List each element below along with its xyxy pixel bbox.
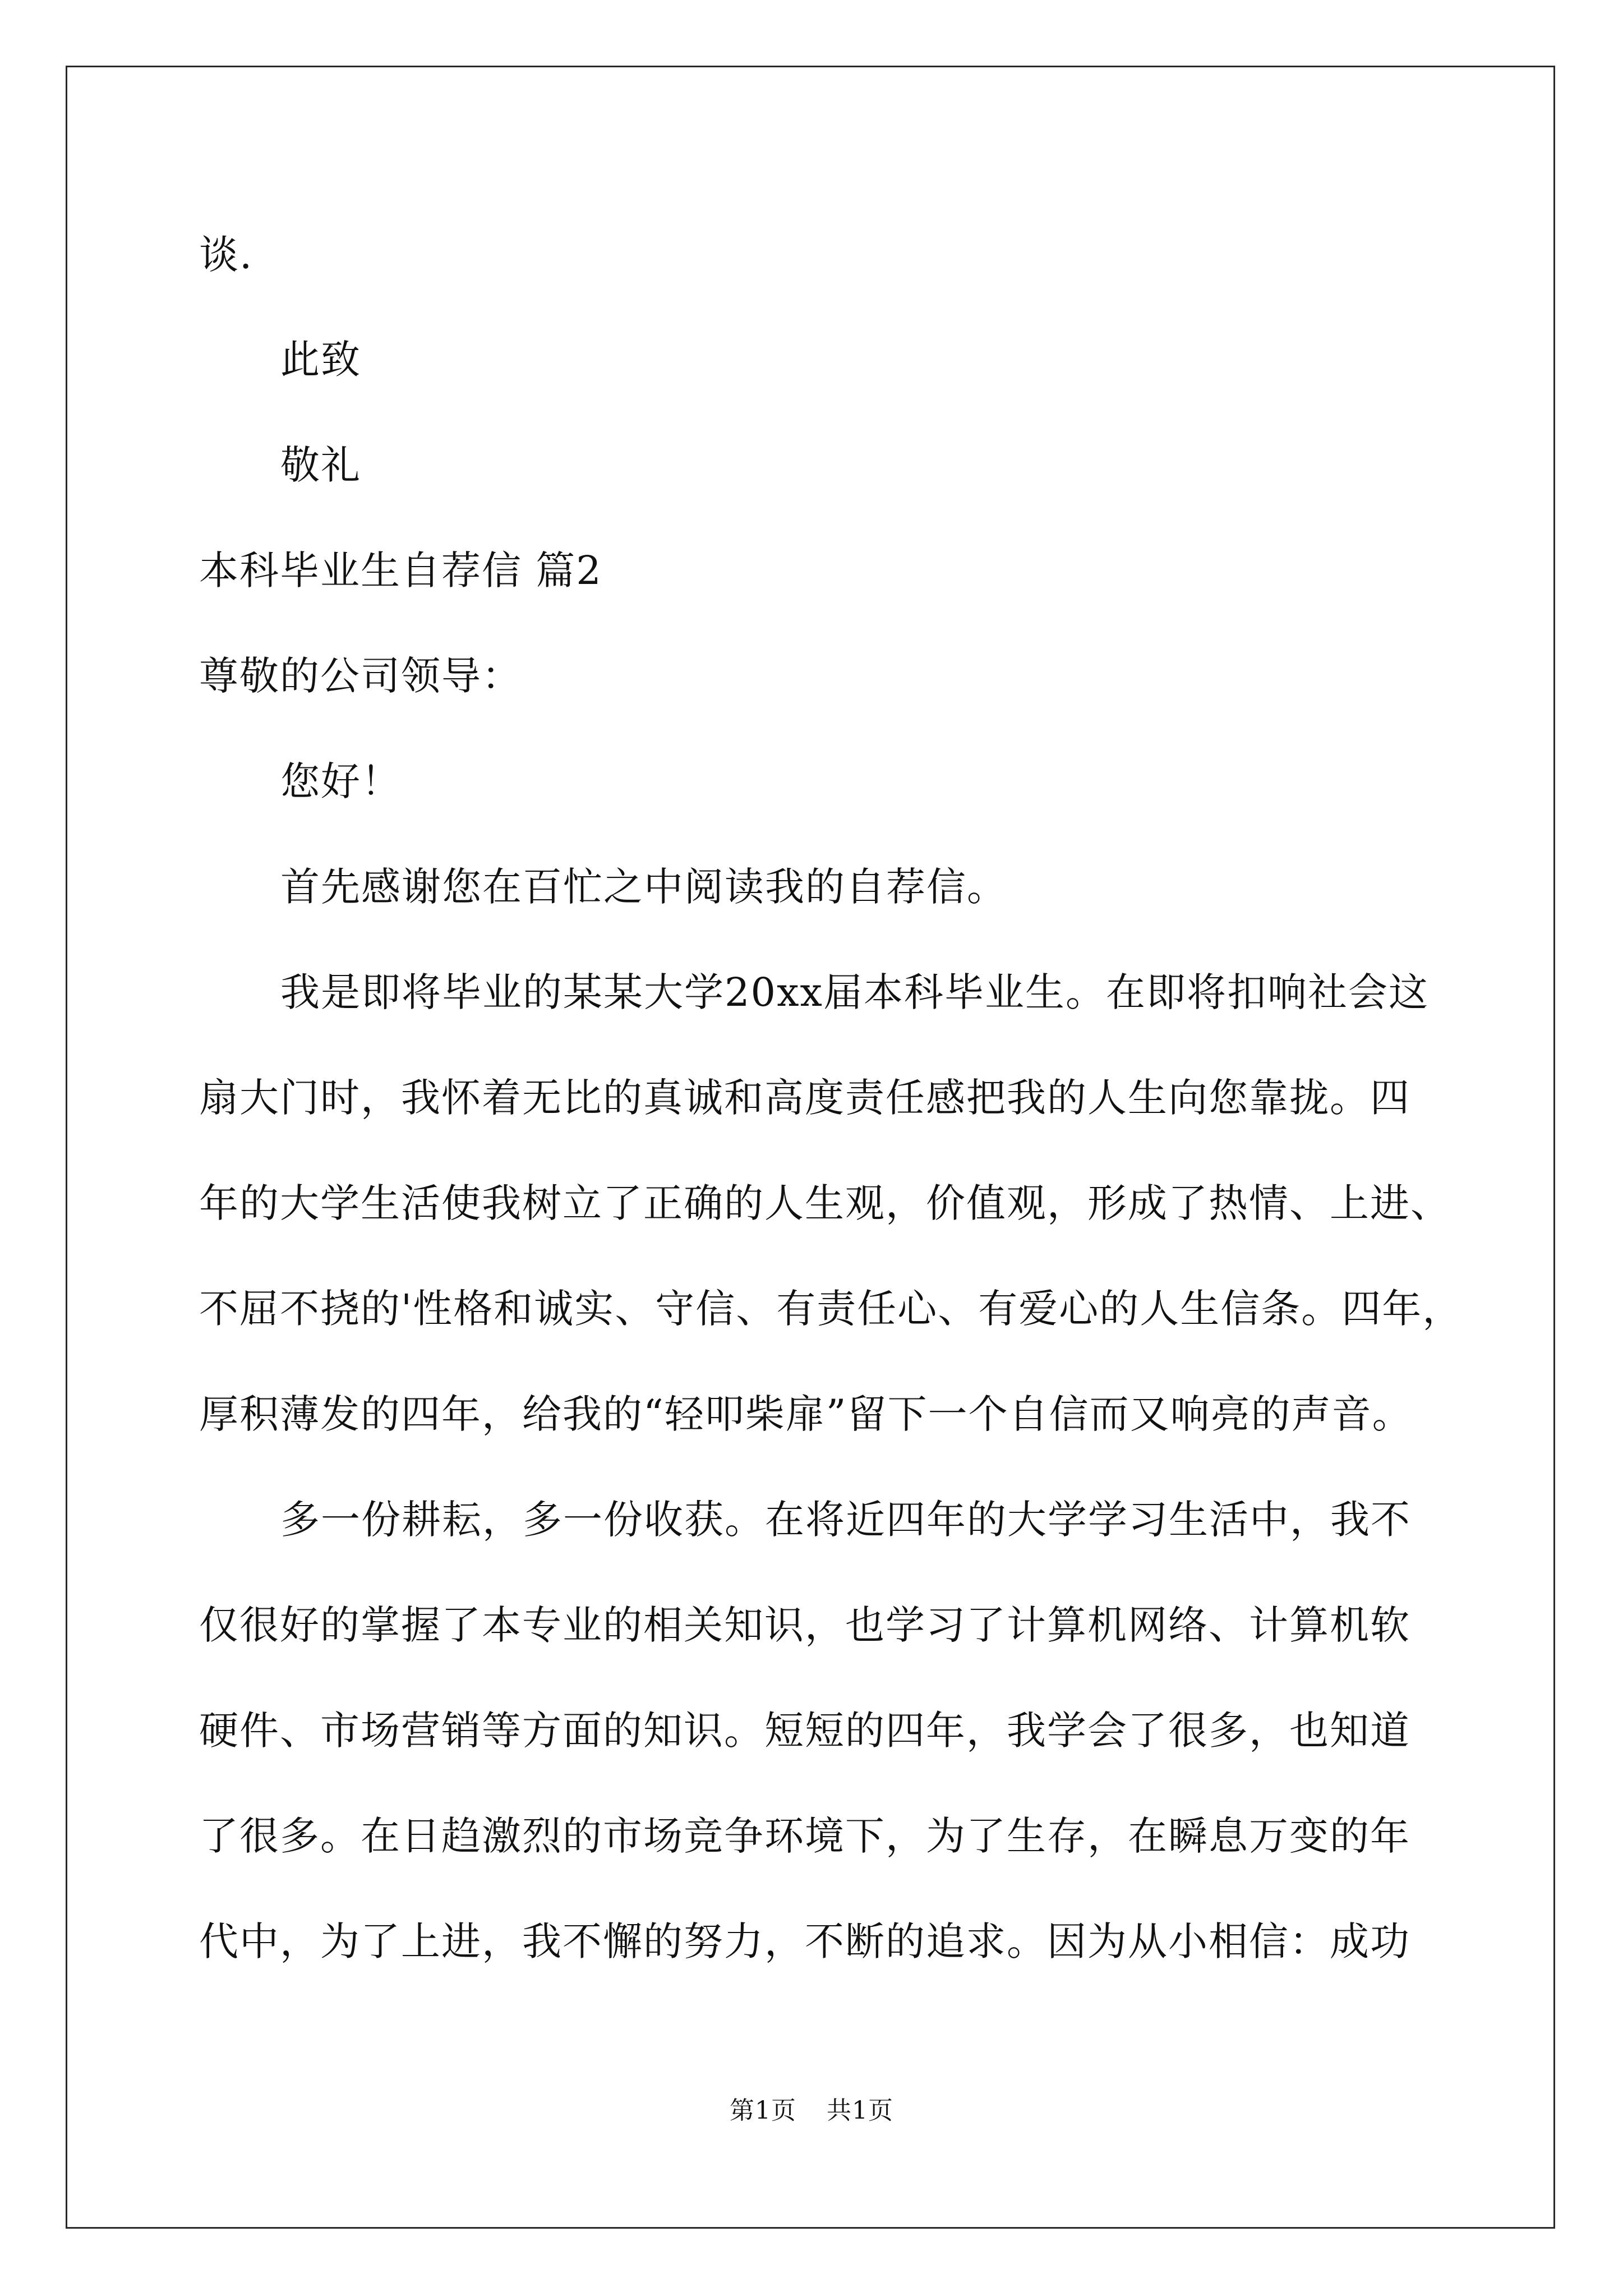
greeting-recipient: 尊敬的公司领导： [199,653,522,699]
text-line: 我是即将毕业的某某大学20xx届本科毕业生。在即将扣响社会这 [280,969,1430,1015]
text-line: 仅很好的掌握了本专业的相关知识，也学习了计算机网络、计算机软 [199,1602,1410,1648]
page-total: 共1页 [827,2096,893,2125]
text-line: 谈. [199,232,253,278]
text-line: 年的大学生活使我树立了正确的人生观，价值观，形成了热情、上进、 [199,1180,1451,1226]
greeting: 您好！ [280,758,402,804]
text-line: 硬件、市场营销等方面的知识。短短的四年，我学会了很多，也知道 [199,1708,1410,1754]
text-line: 不屈不挠的'性格和诚实、守信、有责任心、有爱心的人生信条。四年， [199,1286,1463,1332]
page-footer [0,2095,1623,2127]
text-line: 扇大门时，我怀着无比的真诚和高度责任感把我的人生向您靠拢。四 [199,1075,1410,1121]
text-line: 厚积薄发的四年，给我的“轻叩柴扉”留下一个自信而又响亮的声音。 [199,1391,1413,1437]
text-line: 首先感谢您在百忙之中阅读我的自荐信。 [280,864,1007,910]
page-number: 第1页 [730,2096,796,2125]
page-border [66,66,1555,2229]
closing-regards: 敬礼 [280,442,361,488]
closing-salutation: 此致 [280,337,361,383]
section-heading: 本科毕业生自荐信 篇2 [199,547,602,593]
text-line: 代中，为了上进，我不懈的努力，不断的追求。因为从小相信：成功 [199,1918,1410,1964]
text-line: 多一份耕耘，多一份收获。在将近四年的大学学习生活中，我不 [280,1497,1411,1543]
text-line: 了很多。在日趋激烈的市场竞争环境下，为了生存，在瞬息万变的年 [199,1813,1410,1859]
